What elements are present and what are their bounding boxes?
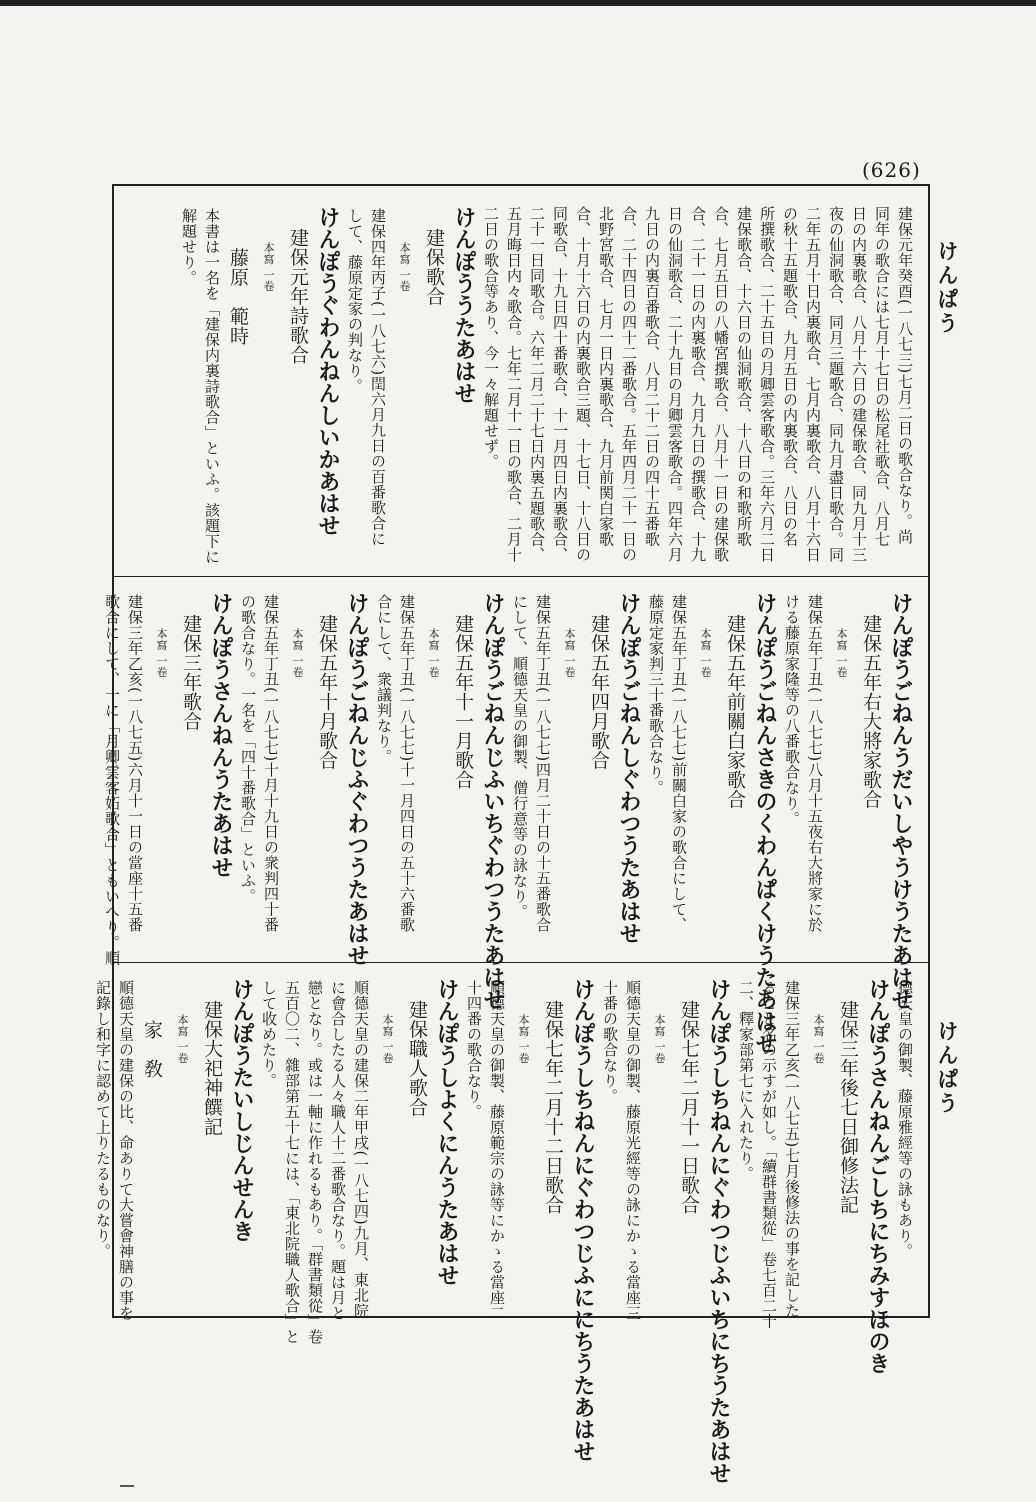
entry-heading: けんぽうごねんさきのくわんぱくけうたあはせ [752,592,778,1054]
entry-body-line: 建保五年丁丑(一八七七)十月十九日の衆判四十番 [262,594,280,933]
entry-volume: 本寫 一卷 [427,628,440,678]
entry-volume: 本寫 一卷 [398,242,411,292]
entry-heading: けんぽうぐわんねんしいかあはせ [315,206,341,536]
body-line: 同年の歌合には七月十七日の松尾社歌合、八月七 [873,206,891,547]
entry-body-line: して、藤原定家の判なり。 [346,208,364,394]
entry-heading: けんぽうごねんじふいちぐわつうたあはせ [480,592,506,1010]
entry-title: 建保職人歌合 [406,1000,428,1117]
entry-body-line: 順德天皇の御製、藤原範宗の詠等にかゝる當座二 [488,980,506,1321]
body-line: 日の仙洞歌合、二十九日の月卿雲客歌合。四年六月 [666,206,684,563]
section-divider-2 [114,962,928,963]
entry-title: 建保五年前關白家歌合 [724,614,746,809]
body-line: 合、七月五日の八幡宮撰歌合、八月十一日の建保歌 [712,206,730,563]
body-line: 九日の内裏百番歌合、八月二十二日の四十五番歌 [643,206,661,547]
entry-body-line: 建保五年丁丑(一八七七)十一月四日の五十六番歌 [398,594,416,933]
section-3 [94,972,916,1484]
entry-title-row [508,1000,568,1302]
body-line: 北野宮歌合、七月一日内裏歌合、九月前関白家歌 [597,206,615,547]
entry-title: 建保元年詩歌合 [287,228,309,365]
entry-title-row [372,1000,432,1302]
entry-title-row [644,1000,704,1302]
entry-author: 藤原 範時 [227,248,249,346]
section-1 [126,200,916,570]
entry-title: 建保七年二月十二日歌合 [542,1000,564,1215]
body-line: 合、十月十六日の内裏歌合三題、十七日、十八日の [574,206,592,563]
entry-title-row [554,614,614,956]
entry-volume: 本寫 一卷 [653,1014,666,1064]
entry-heading: けんぽうしちねんにぐわつじふいちにちうたあはせ [706,978,732,1484]
scan-mark [120,1485,134,1487]
entry-body-line: 十四番の歌合なり。 [465,980,483,1120]
entry-body-line: 合にして、衆議判なり。 [375,594,393,765]
entry-title: 建保五年右大將家歌合 [860,614,882,809]
entry-title-row [690,614,750,956]
entry-heading: けんぽうさんねんごしちにちみすほのき [865,978,891,1374]
page-number: (626) [862,158,921,182]
body-line: の秋十五題歌合、九月五日の内裏歌合、八日の名 [781,206,799,547]
entry-body-line: 歌合にして、一に「月卿雲客妬歌合」ともいへり。順 [103,594,121,966]
entry-body-line: 解題せり。 [180,208,198,286]
entry-title-row [137,1000,227,1302]
entry-body-line: 建保五年丁丑(一八七七)前關白家の歌合にして、 [670,594,688,933]
entry-body-line: 順德天皇の御製、藤原光經等の詠にかゝる當座三 [624,980,642,1321]
entry-title-row [826,614,886,956]
entry-heading: けんぽううたあはせ [451,206,477,404]
entry-body-line: 五百〇二、雜部第五十七には、「東北院職人歌合」と [283,980,301,1345]
entry-body-line: 記錄し和字に認めて上りたるものなり。 [94,980,112,1259]
entry-body-line: 建保三年乙亥(一八七五)七月後修法の事を記した [783,980,801,1319]
entry-body-line: して收めたり。 [260,980,278,1089]
entry-volume: 本寫 一卷 [835,628,848,678]
entry-volume: 本寫 一卷 [155,628,168,678]
entry-body-line: 順德天皇の建保二年甲戌(一八七四)九月、東北院 [352,980,370,1319]
entry-heading: けんぽうごねんしぐわつうたあはせ [616,592,642,944]
entry-title-row [146,614,206,956]
entry-body-line: 建保四年丙子(一八七六)閏六月九日の百番歌合に [369,208,387,547]
entry-title-row [389,228,449,570]
body-line: 二日の歌合等あり、今一々解題せず。 [482,206,500,470]
entry-body-line: 本書は一名を「建保内裏詩歌合」といふ。該題下に [203,208,221,565]
entry-body-line: の歌合なり。一名を「四十番歌合」といふ。 [239,594,257,904]
entry-title-row [418,614,478,956]
body-line: 夜の仙洞歌合、同月三題歌合、同九月盡日歌合。同 [827,206,845,563]
entry-body-line: に會合したる人々職人十二番歌合なり。題は月と [329,980,347,1321]
body-line: 同歌合、十九日四十番歌合、十一月四日内裏歌合、 [551,206,569,563]
entry-heading: けんぽうごねんじふぐわつうたあはせ [344,592,370,966]
entry-volume: 本寫 一卷 [381,1014,394,1064]
entry-volume: 本寫 一卷 [176,1014,189,1064]
entry-heading: けんぽうごねんうだいしやうけうたあはせ [888,592,914,1010]
entry-heading: けんぽうさんねんうたあはせ [208,592,234,878]
entry-title: 建保三年後七日御修法記 [837,1000,859,1215]
running-head-top: けんぱう [935,240,960,336]
entry-title-row [223,228,313,570]
entry-title: 建保歌合 [423,228,445,306]
entry-body-line: にして、順德天皇の御製、僧行意等の詠なり。 [511,594,529,920]
entry-title: 建保五年十月歌合 [316,614,338,770]
body-line: 建保元年癸酉(一八七三)七月二日の歌合なり。尚 [896,206,914,545]
entry-body-line: ける藤原家隆等の八番歌合なり。 [783,594,801,827]
entry-title: 建保三年歌合 [180,614,202,731]
entry-body-line: 戀となり。或は一軸に作れるもあり。「群書類從」卷 [306,980,324,1345]
body-line: 二年五月十日内裏歌合、七月内裏歌合、八月十六日 [804,206,822,563]
section-divider-1 [114,576,928,577]
entry-author: 家 敎 [141,1020,163,1079]
body-line: 五月晦日内々歌合。七年二月十一日の歌合、二月十 [505,206,523,563]
entry-volume: 本寫 一卷 [563,628,576,678]
running-head-bottom: けんぱう [935,1020,960,1116]
entry-body-line: 藤原定家判三十番歌合なり。 [647,594,665,796]
entry-title: 建保五年四月歌合 [588,614,610,770]
entry-volume: 本寫 一卷 [262,242,275,292]
entry-volume: 本寫 一卷 [699,628,712,678]
entry-heading: けんぽうたいしじんせんき [229,978,255,1242]
entry-body-line: 二、釋家部第七に入れたり。 [737,980,755,1182]
entry-title-row [803,1000,863,1302]
entry-heading: けんぽうしよくにんうたあはせ [434,978,460,1286]
body-line: 合、二十四日の四十二番歌合。五年四月二十一日の [620,206,638,563]
body-line: 合、二十一日の内裏歌合、九月九日の撰歌合、十九 [689,206,707,563]
entry-body-line: 順德天皇の建保の比、命ありて大嘗會神膳の事を [117,980,135,1321]
entry-body-line: 德天皇の御製、藤原雅經等の詠もあり。 [896,980,914,1259]
body-line: 建保歌合、十六日の仙洞歌合、十八日の和歌所歌 [735,206,753,547]
entry-body-line: ること名の示すが如し。「續群書類從」卷七百二十 [760,980,778,1329]
entry-heading: けんぽうしちねんにぐわつじふににちうたあはせ [570,978,596,1462]
entry-body-line: 建保五年丁丑(一八七七)八月十五夜右大將家に於 [806,594,824,933]
entry-title: 建保大祀神饌記 [201,1000,223,1137]
body-line: 二十一日同歌合。六年二月二十七日内裏五題歌合、 [528,206,546,563]
entry-volume: 本寫 一卷 [812,1014,825,1064]
body-line: 日の内裏歌合、八月十六日の建保歌合、同九月十三 [850,206,868,563]
body-line: 所撰歌合、二十五日の月卿雲客歌合。三年六月二日 [758,206,776,563]
entry-body-line: 建保五年丁丑(一八七七)四月二十日の十五番歌合 [534,594,552,933]
entry-title: 建保五年十一月歌合 [452,614,474,790]
entry-volume: 本寫 一卷 [291,628,304,678]
scan-edge-bar [0,0,1036,6]
entry-body-line: 十番の歌合なり。 [601,980,619,1104]
entry-title: 建保七年二月十一日歌合 [678,1000,700,1215]
entry-body-line: 建保三年乙亥(一八七五)六月十一日の當座十五番 [126,594,144,933]
entry-volume: 本寫 一卷 [517,1014,530,1064]
entry-title-row [282,614,342,956]
